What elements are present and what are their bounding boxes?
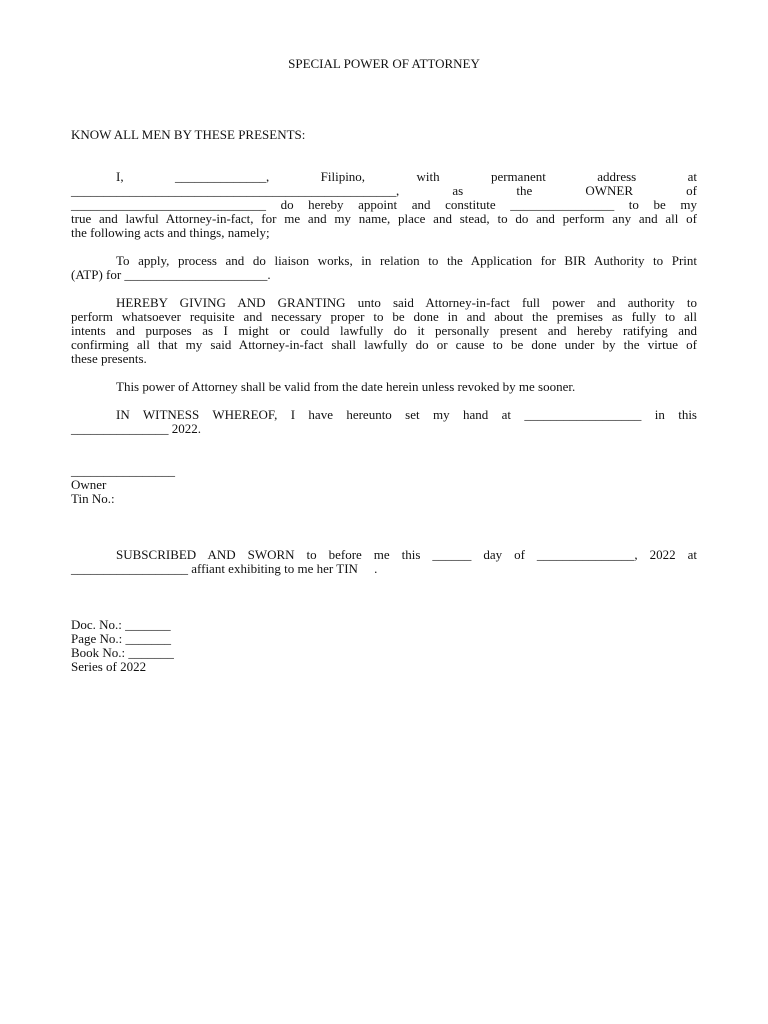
- paragraph-3-line-1: HEREBY GIVING AND GRANTING unto said Attorney-in-fact full power and authority to: [116, 295, 697, 310]
- tin-label: Tin No.:: [71, 491, 115, 506]
- paragraph-1-line-2: __________________________________________________, as the OWNER of: [71, 183, 697, 198]
- validity-clause: This power of Attorney shall be valid from the date herein unless revoked by me sooner.: [116, 379, 576, 394]
- witness-line-1: IN WITNESS WHEREOF, I have hereunto set my hand at __________________ in this: [116, 407, 697, 422]
- paragraph-2-line-1: To apply, process and do liaison works, in relation to the Application for BIR Authority to Print: [116, 253, 697, 268]
- witness-line-2: _______________ 2022.: [71, 421, 201, 436]
- jurat-line-2: __________________ affiant exhibiting to me her TIN .: [71, 561, 378, 576]
- paragraph-2-line-2: (ATP) for ______________________.: [71, 267, 271, 282]
- salutation: KNOW ALL MEN BY THESE PRESENTS:: [71, 127, 306, 142]
- page-number: Page No.: _______: [71, 631, 172, 646]
- paragraph-3-line-3: intents and purposes as I might or could lawfully do it personally present and hereby ratifying and: [71, 323, 697, 338]
- paragraph-1-line-4: true and lawful Attorney-in-fact, for me and my name, place and stead, to do and perform any and all of: [71, 211, 697, 226]
- document-title: SPECIAL POWER OF ATTORNEY: [288, 56, 480, 71]
- jurat-line-1: SUBSCRIBED AND SWORN to before me this ______ day of _______________, 2022 at: [116, 547, 697, 562]
- owner-label: Owner: [71, 477, 107, 492]
- paragraph-3-line-5: these presents.: [71, 351, 147, 366]
- paragraph-3-line-2: perform whatsoever requisite and necessary proper to be done in and about the premises as fully to all: [71, 309, 697, 324]
- paragraph-1-line-1: I, ______________, Filipino, with permanent address at: [116, 169, 697, 184]
- book-number: Book No.: _______: [71, 645, 174, 660]
- paragraph-1-line-5: the following acts and things, namely;: [71, 225, 270, 240]
- paragraph-3-line-4: confirming all that my said Attorney-in-fact shall lawfully do or cause to be done under by the virtue of: [71, 337, 697, 352]
- signature-line: ________________: [71, 463, 175, 478]
- series-year: Series of 2022: [71, 659, 147, 674]
- paragraph-1-line-3: ______________________________ do hereby appoint and constitute ________________ to be my: [71, 197, 697, 212]
- doc-number: Doc. No.: _______: [71, 617, 171, 632]
